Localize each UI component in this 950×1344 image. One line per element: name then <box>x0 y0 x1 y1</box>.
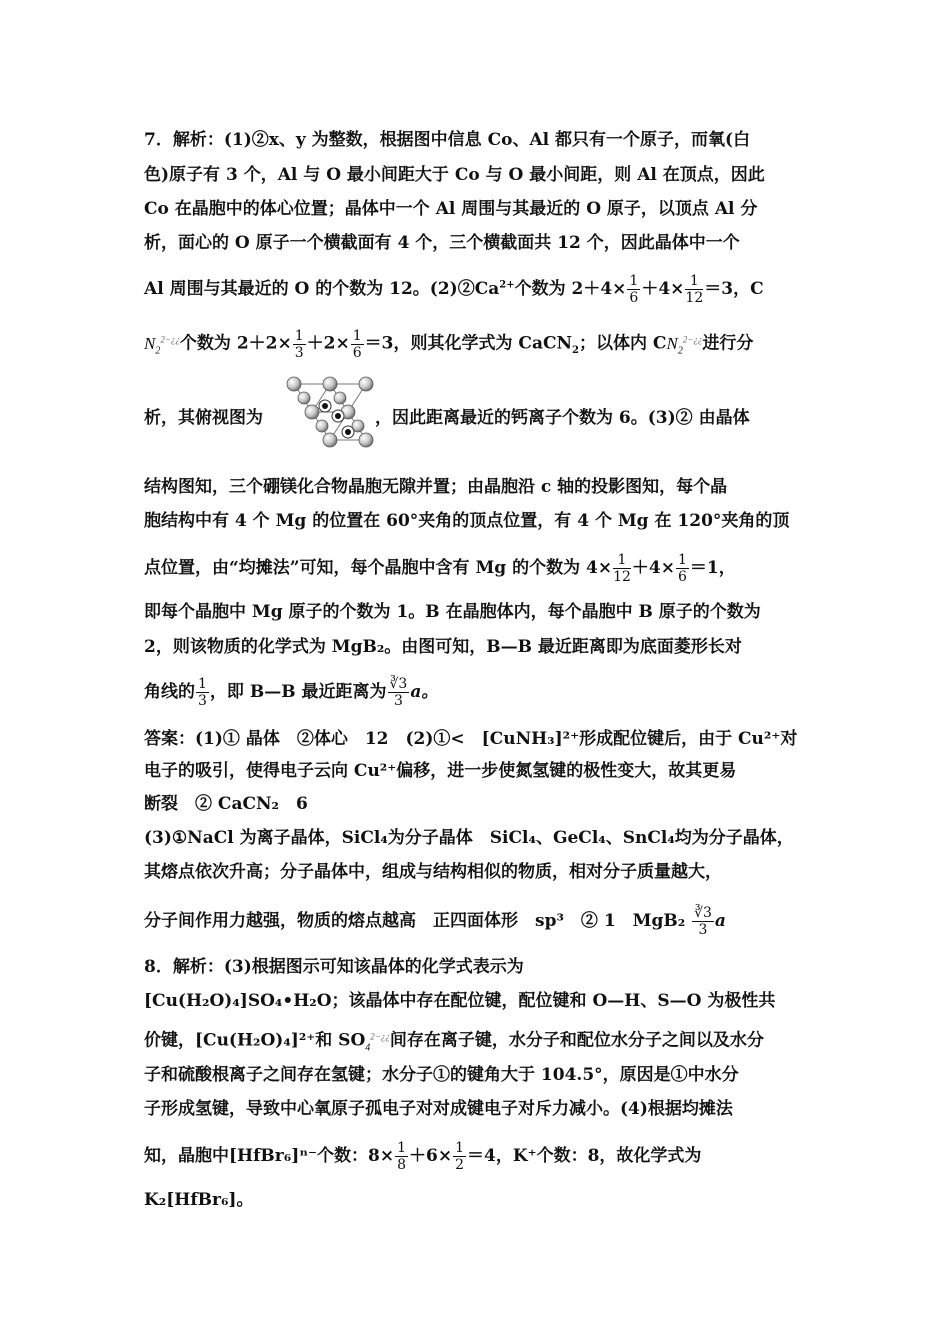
fraction: $\frac{1}{12}$ <box>685 273 704 306</box>
answer-line-6 <box>144 906 726 937</box>
q7-line-12: 2，则该物质的化学式为 MgB₂。由图可知，B—B 最近距离即为底面菱形长对 <box>144 637 742 657</box>
text: ＋2× <box>306 333 350 354</box>
text: 分子间作用力越强，物质的熔点越高 正四面体形 sp³ ② 1 MgB₂ <box>144 911 686 931</box>
q8-line-3 <box>144 1025 764 1059</box>
text: a <box>714 911 726 931</box>
answer-line-3: 断裂 ② CaCN₂ 6 <box>144 794 308 814</box>
text: ，因此距离最近的钙离子个数为 6。(3)② 由晶体 <box>375 408 750 428</box>
text: 价键，[Cu(H₂O)₄]²⁺和 SO <box>144 1030 366 1051</box>
q7-line-2: 色)原子有 3 个，Al 与 O 最小间距大于 Co 与 O 最小间距，则 Al 在顶点，因此 <box>144 165 765 185</box>
text: ，即 B—B 最近距离为 <box>209 682 387 702</box>
fraction: $\frac{∛3}{3}$ <box>694 905 712 938</box>
text: ＋4× <box>641 279 685 299</box>
q8-line-5: 子形成氢键，导致中心氧原子孤电子对对成键电子对斥力减小。(4)根据均摊法 <box>144 1099 733 1119</box>
fraction: $\frac{1}{3}$ <box>294 327 304 361</box>
q7-line-3: Co 在晶胞中的体心位置；晶体中一个 Al 周围与其最近的 O 原子，以顶点 Al 分 <box>144 199 758 219</box>
q7-line-11: 即每个晶胞中 Mg 原子的个数为 1。B 在晶胞体内，每个晶胞中 B 原子的个数为 <box>144 602 761 622</box>
text: 进行分 <box>702 333 754 354</box>
text: ＝3，则其化学式为 CaCN <box>364 333 573 354</box>
ion-n2: $N_2^{2-¿¿}$ <box>666 333 703 357</box>
text: 角线的 <box>144 682 195 702</box>
text: 点位置，由“均摊法”可知，每个晶胞中含有 Mg 的个数为 4× <box>144 558 613 578</box>
q7-line-4: 析，面心的 O 原子一个横截面有 4 个，三个横截面共 12 个，因此晶体中一个 <box>144 233 740 253</box>
text: 个数为 2＋2× <box>179 333 292 354</box>
fraction: $\frac{1}{3}$ <box>198 676 207 709</box>
text: ＝4，K⁺个数：8，故化学式为 <box>467 1146 702 1166</box>
q7-line-10 <box>144 553 736 584</box>
q8-line-2: [Cu(H₂O)₄]SO₄•H₂O；该晶体中存在配位键，配位键和 O—H、S—O 为极性共 <box>144 991 776 1011</box>
q8-line-4: 子和硫酸根离子之间存在氢键；水分子①的键角大于 104.5°，原因是①中水分 <box>144 1065 739 1085</box>
q7-line-13 <box>144 677 438 708</box>
q7-line-5 <box>144 274 764 305</box>
q7-line-8: 结构图知，三个硼镁化合物晶胞无隙并置；由晶胞沿 c 轴的投影图知，每个晶 <box>144 477 728 497</box>
text: 知，晶胞中[HfBr₆]ⁿ⁻个数：8× <box>144 1146 395 1166</box>
answer-line-1: 答案：(1)① 晶体 ②体心 12 (2)①< [CuNH₃]²⁺形成配位键后，由于 Cu²⁺对 <box>144 729 798 749</box>
text: ＝1， <box>689 558 736 578</box>
answer-line-4: (3)①NaCl 为离子晶体，SiCl₄为分子晶体 SiCl₄、GeCl₄、SnCl₄均为分子晶体， <box>144 828 794 848</box>
crystal-top-view-figure <box>282 372 390 456</box>
fraction: $\frac{1}{6}$ <box>629 273 639 306</box>
text: a。 <box>410 682 439 702</box>
fraction: $\frac{∛3}{3}$ <box>389 676 408 709</box>
q8-line-7: K₂[HfBr₆]。 <box>144 1190 254 1210</box>
ion-so4: $_4^{2-¿¿}$ <box>365 1031 390 1054</box>
text: ；以体内 C <box>579 333 667 354</box>
text: Al 周围与其最近的 O 的个数为 12。(2)②Ca <box>144 279 500 299</box>
fraction: $\frac{1}{6}$ <box>352 327 362 361</box>
superscript: 2+ <box>499 279 515 291</box>
q8-line-6 <box>144 1141 701 1172</box>
fraction: $\frac{1}{2}$ <box>455 1140 465 1173</box>
text: ＋6× <box>409 1146 453 1166</box>
q7-line-9: 胞结构中有 4 个 Mg 的位置在 60°夹角的顶点位置，有 4 个 Mg 在 120°夹角的顶 <box>144 511 790 531</box>
text: 个数为 2＋4× <box>514 279 627 299</box>
text: 析，其俯视图为 <box>144 408 263 428</box>
text: ＋4× <box>631 558 675 578</box>
q8-line-1: 8．解析：(3)根据图示可知该晶体的化学式表示为 <box>144 957 524 977</box>
fraction: $\frac{1}{8}$ <box>397 1140 407 1173</box>
q7-line-7 <box>144 407 750 429</box>
text: ＝3，C <box>704 279 764 299</box>
q7-line-1: 7．解析：(1)②x、y 为整数，根据图中信息 Co、Al 都只有一个原子，而氧(白 <box>144 130 751 150</box>
q7-line-6: $N_2^{2-¿¿}$个数为 2＋2× $\frac{1}{3}$ ＋2× $\frac{1}{6}$ ＝3，则其化学式为 CaCN$_2$；以体内 $CN_2^{2-¿¿}$进行分 <box>144 327 754 361</box>
answer-line-2: 电子的吸引，使得电子云向 Cu²⁺偏移，进一步使氮氢键的极性变大，故其更易 <box>144 761 737 781</box>
fraction: $\frac{1}{12}$ <box>613 552 631 585</box>
answer-line-5: 其熔点依次升高；分子晶体中，组成与结构相似的物质，相对分子质量越大， <box>144 862 722 882</box>
fraction: $\frac{1}{6}$ <box>678 552 687 585</box>
ion-n2: $N_2^{2-¿¿}$ <box>144 333 180 357</box>
text: 间存在离子键，水分子和配位水分子之间以及水分 <box>389 1030 764 1051</box>
